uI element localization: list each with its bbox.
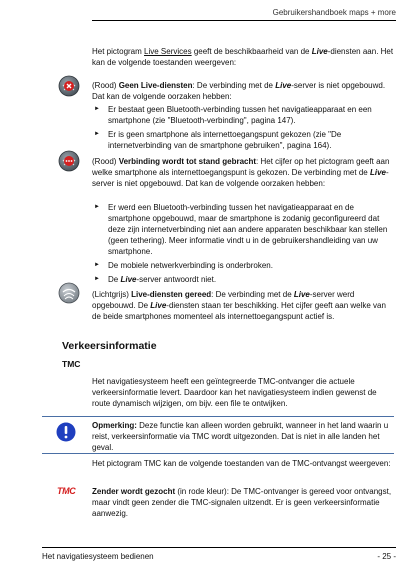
arrow-bullet-icon: ► bbox=[94, 204, 100, 210]
state-red-text-post: -server is niet opgebouwd. Dat kan de volgende oorzaken hebben: bbox=[92, 81, 386, 101]
intro-text-pre: Het pictogram bbox=[92, 47, 145, 56]
note-divider-bottom bbox=[42, 453, 394, 454]
page-footer bbox=[42, 547, 396, 561]
list-item bbox=[92, 202, 394, 257]
state-connecting-text-pre: : Het cijfer op het pictogram geeft aan welke smartphone als internettoegangspunt is gekozen. De verbinding met de bbox=[92, 157, 390, 177]
live-services-grey-icon bbox=[58, 282, 80, 309]
bullet-text: Er is geen smartphone als internettoegangspunt gekozen (zie "De internetverbinding van de smartphone gebruiken", pagina 164). bbox=[108, 130, 342, 150]
state-grey-paragraph bbox=[92, 289, 394, 322]
bullet-live-word: Live bbox=[120, 275, 137, 284]
intro-paragraph bbox=[92, 46, 394, 68]
tmc-intro-paragraph: Het navigatiesysteem heeft een geïntegreerde TMC-ontvanger die actuele verkeersinformatie levert. Daardoor kan het navigatiesysteem indien gewenst de route dynamisch wijzigen, om bijv. een file te ontwijken. bbox=[92, 377, 377, 408]
state-grey-live-word-2: Live bbox=[150, 301, 167, 310]
bullet-text: Er werd een Bluetooth-verbinding tussen het navigatieapparaat en de smartphone opgebouwd, maar de smartphone is zodanig geconfigureerd dat deze zijn internetverbinding niet aan andere apparaten beschikbaar kan stellen (geen tethering). Meer informatie vindt u in de gebruikershandleiding van uw smartphone. bbox=[108, 203, 388, 256]
live-services-connecting-icon bbox=[58, 150, 80, 177]
bullet-text-pre: De bbox=[108, 275, 121, 284]
bullet-text: De mobiele netwerkverbinding is onderbroken. bbox=[108, 261, 273, 270]
arrow-bullet-icon: ► bbox=[94, 262, 100, 268]
exclamation-icon bbox=[56, 422, 76, 447]
intro-text-mid: geeft de beschikbaarheid van de bbox=[191, 47, 312, 56]
state-grey-live-word: Live bbox=[293, 290, 310, 299]
state-connecting-text-post: -server is niet opgebouwd. Dat kan de volgende oorzaken hebben: bbox=[92, 168, 389, 188]
tmc-red-paragraph bbox=[92, 486, 394, 519]
section-title: Verkeersinformatie bbox=[62, 340, 157, 352]
tmc-red-icon: TMC bbox=[57, 486, 76, 496]
state-grey-text-pre: : De verbinding met de bbox=[211, 290, 294, 299]
state-connecting-live-word: Live bbox=[369, 168, 386, 177]
list-item bbox=[92, 274, 394, 285]
state-connecting-title: Verbinding wordt tot stand gebracht bbox=[118, 157, 257, 166]
state-red-title: Geen Live-diensten bbox=[118, 81, 193, 90]
state-grey-text-post: -diensten staan ter beschikking. Het cijfer geeft aan welke van de beide smartphones momenteel als internettoegangspunt actief is. bbox=[92, 301, 386, 321]
arrow-bullet-icon: ► bbox=[94, 106, 100, 112]
page-number: - 25 - bbox=[377, 552, 396, 561]
tmc-red-title: Zender wordt gezocht bbox=[92, 487, 176, 496]
state-grey-text-mid: -server werd opgebouwd. De bbox=[92, 290, 355, 310]
live-services-link[interactable]: Live Services bbox=[144, 47, 192, 56]
note-label: Opmerking: bbox=[92, 421, 137, 430]
arrow-bullet-icon: ► bbox=[94, 131, 100, 137]
footer-chapter: Het navigatiesysteem bedienen bbox=[42, 552, 154, 561]
state-grey-color-label: (Lichtgrijs) bbox=[92, 290, 132, 299]
bullet-text: Er bestaat geen Bluetooth-verbinding tussen het navigatieapparaat en een smartphone (zie "Bluetooth-verbinding", pagina 147). bbox=[108, 105, 372, 125]
state-red-paragraph bbox=[92, 80, 394, 102]
state-red-live-word: Live bbox=[275, 81, 292, 90]
list-item bbox=[92, 260, 394, 271]
tmc-red-text: (in rode kleur): De TMC-ontvanger is gereed voor ontvangst, maar vindt geen zender die TMC-signalen uitzendt. Er is geen verkeersinformatie aanwezig. bbox=[92, 487, 392, 518]
state-connecting-paragraph bbox=[92, 156, 394, 189]
state-connecting-bullets bbox=[92, 202, 394, 288]
subsection-title: TMC bbox=[62, 359, 81, 369]
header-title: Gebruikershandboek maps + more bbox=[272, 8, 396, 17]
note-text: Deze functie kan alleen worden gebruikt, wanneer in het land waarin u reist, verkeersinformatie via TMC wordt uitgezonden. Dat is niet in alle landen het geval. bbox=[92, 421, 389, 452]
state-connecting-color-label: (Rood) bbox=[92, 157, 119, 166]
page-header bbox=[92, 8, 396, 21]
state-red-text-pre: : De verbinding met de bbox=[192, 81, 276, 90]
state-red-color-label: (Rood) bbox=[92, 81, 119, 90]
note-divider-top bbox=[42, 416, 394, 417]
tmc-states-intro: Het pictogram TMC kan de volgende toestanden van de TMC-ontvangst weergeven: bbox=[92, 459, 391, 468]
live-services-red-icon bbox=[58, 75, 80, 102]
intro-text-post: -diensten aan. Het kan de volgende toestanden weergeven: bbox=[92, 47, 394, 67]
list-item bbox=[92, 129, 394, 151]
state-red-bullets bbox=[92, 104, 394, 154]
bullet-text-post: -server antwoordt niet. bbox=[136, 275, 217, 284]
arrow-bullet-icon: ► bbox=[94, 276, 100, 282]
intro-live-word: Live bbox=[311, 47, 328, 56]
note-paragraph bbox=[92, 420, 394, 453]
state-grey-title: Live-diensten gereed bbox=[131, 290, 212, 299]
list-item bbox=[92, 104, 394, 126]
